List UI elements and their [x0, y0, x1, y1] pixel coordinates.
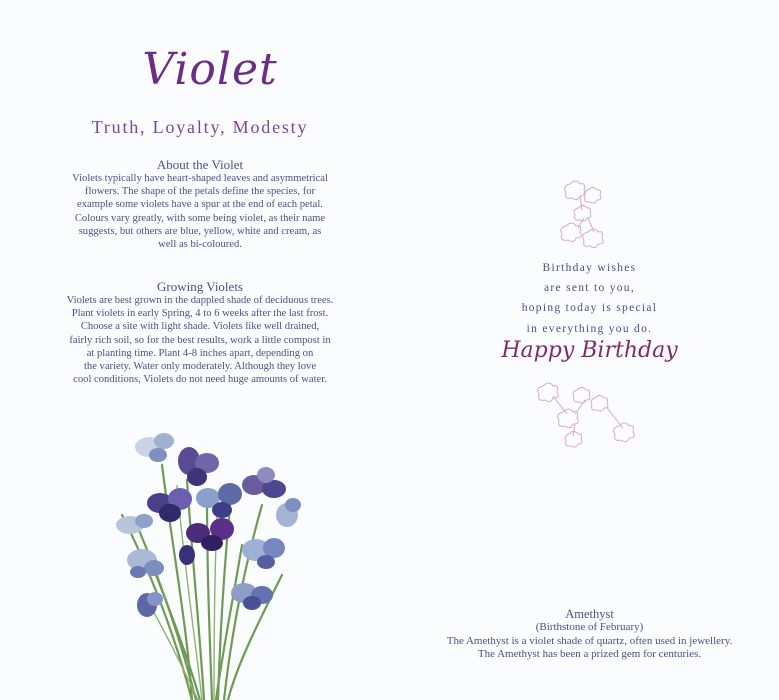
floral-sprig-icon — [535, 378, 645, 458]
about-line: flowers. The shape of the petals define the species, for — [84, 186, 316, 198]
about-line: Violets typically have heart-shaped leaves and asymmetrical — [72, 173, 328, 184]
right-panel — [400, 0, 779, 700]
amethyst-line: The Amethyst is a violet shade of quartz, often used in jewellery. — [446, 634, 733, 647]
growing-heading: Growing Violets — [156, 279, 243, 294]
growing-line: Choose a site with light shade. Violets like well drained, — [80, 321, 320, 333]
growing-line: Plant violets in early Spring, 4 to 6 weeks after the last frost. — [71, 308, 329, 320]
floral-sprig-icon — [558, 176, 618, 256]
growing-line: cool conditions, Violets do not need huge amounts of water. — [73, 374, 327, 386]
amethyst-section — [400, 608, 779, 662]
about-line: Colours vary greatly, with some being violet, as their name — [74, 212, 326, 224]
birthday-verse — [400, 258, 779, 339]
happy-birthday-greeting: Happy Birthday — [501, 338, 678, 363]
growing-text — [0, 294, 400, 386]
verse-line: Birthday wishes — [542, 262, 637, 274]
about-line: suggests, but others are blue, yellow, white and cream, as — [78, 225, 322, 237]
about-text — [0, 172, 400, 251]
growing-line: the variety. Water only moderately. Although they love — [83, 361, 317, 373]
growing-line: at planting time. Plant 4-8 inches apart, depending on — [86, 347, 314, 359]
verse-line: hoping today is special — [521, 302, 658, 315]
verse-line: are sent to you, — [543, 282, 636, 295]
violet-bouquet-illustration — [92, 425, 322, 700]
page-title: Violet — [142, 44, 278, 95]
amethyst-subheading: (Birthstone of February) — [535, 621, 644, 634]
growing-line: fairly rich soil, so for the best results, work a little compost in — [69, 334, 331, 346]
about-heading: About the Violet — [156, 157, 244, 172]
flower-meaning: Truth, Loyalty, Modesty — [91, 117, 309, 137]
about-line: example some violets have a spur at the end of each petal. — [77, 199, 323, 211]
amethyst-line: The Amethyst has been a prized gem for centuries. — [477, 648, 702, 661]
growing-line: Violets are best grown in the dappled shade of deciduous trees. — [66, 295, 334, 306]
verse-line: in everything you do. — [526, 322, 653, 335]
about-line: well as bi-coloured. — [158, 239, 242, 251]
amethyst-heading: Amethyst — [565, 607, 614, 621]
